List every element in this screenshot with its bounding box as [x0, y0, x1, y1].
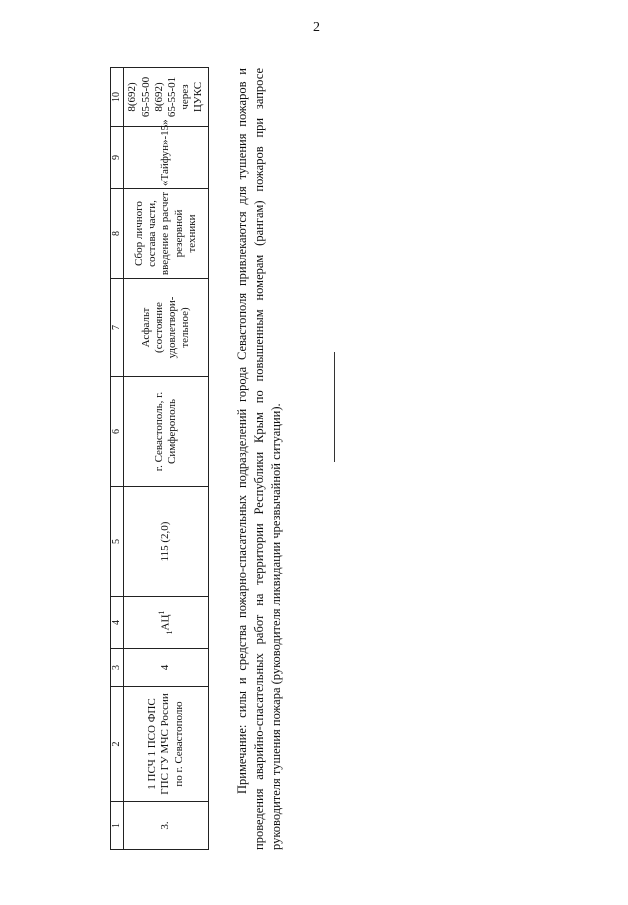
distance-cell: 115 (2,0): [124, 487, 209, 597]
header-cell: 4: [111, 597, 124, 649]
vehicle-prefix: 1: [165, 630, 175, 635]
phone-line: 65-55-01: [166, 76, 178, 118]
row-number-cell: 3.: [124, 802, 209, 850]
actions-cell: Сбор личного состава части, введение в расчет резервной техники: [124, 189, 209, 279]
separator-line: [334, 352, 335, 462]
vehicle-type-cell: [124, 597, 209, 649]
count-cell: 4: [124, 649, 209, 687]
header-cell: 9: [111, 127, 124, 189]
forces-table: [110, 67, 209, 850]
signal-cell: «Тайфун»-15»: [124, 127, 209, 189]
phone-line: 8(692): [152, 82, 165, 112]
header-cell: 6: [111, 377, 124, 487]
header-cell: 8: [111, 189, 124, 279]
vehicle-sup: 1: [157, 610, 167, 615]
header-cell: 5: [111, 487, 124, 597]
phone-line: 8(692): [126, 82, 139, 112]
note-text: Примечание: силы и средства пожарно-спасательных подразделений города Севастополя привлекаются для тушения пожаров и проведения аварийно-спасательных работ на территории Республики Крым по повышенным номерам (рангам) пожаров при запросе руководителя тушения пожара (руководителя ликвидации чрезвычайной ситуации).: [235, 68, 283, 850]
header-cell: 2: [111, 687, 124, 802]
page-number: 2: [313, 20, 320, 35]
phone-cell: [124, 68, 209, 127]
vehicle-type: АЦ: [159, 614, 172, 631]
header-cell: 1: [111, 802, 124, 850]
rotated-content: [110, 50, 310, 850]
phone-line: через: [179, 84, 192, 110]
road-cell: Асфальт (состояние удовлетвори-тельное): [124, 279, 209, 377]
phone-line: ЦУКС: [192, 81, 205, 113]
header-cell: 10: [111, 68, 124, 127]
unit-name-cell: 1 ПСЧ 1 ПСО ФПС ГПС ГУ МЧС России по г. Севастополю: [124, 687, 209, 802]
table-header-row: [111, 68, 124, 850]
note-paragraph: [234, 68, 285, 850]
route-cell: г. Севастополь, г. Симферополь: [124, 377, 209, 487]
phone-line: 65-55-00: [139, 76, 152, 118]
header-cell: 3: [111, 649, 124, 687]
table-row: [124, 68, 209, 850]
header-cell: 7: [111, 279, 124, 377]
